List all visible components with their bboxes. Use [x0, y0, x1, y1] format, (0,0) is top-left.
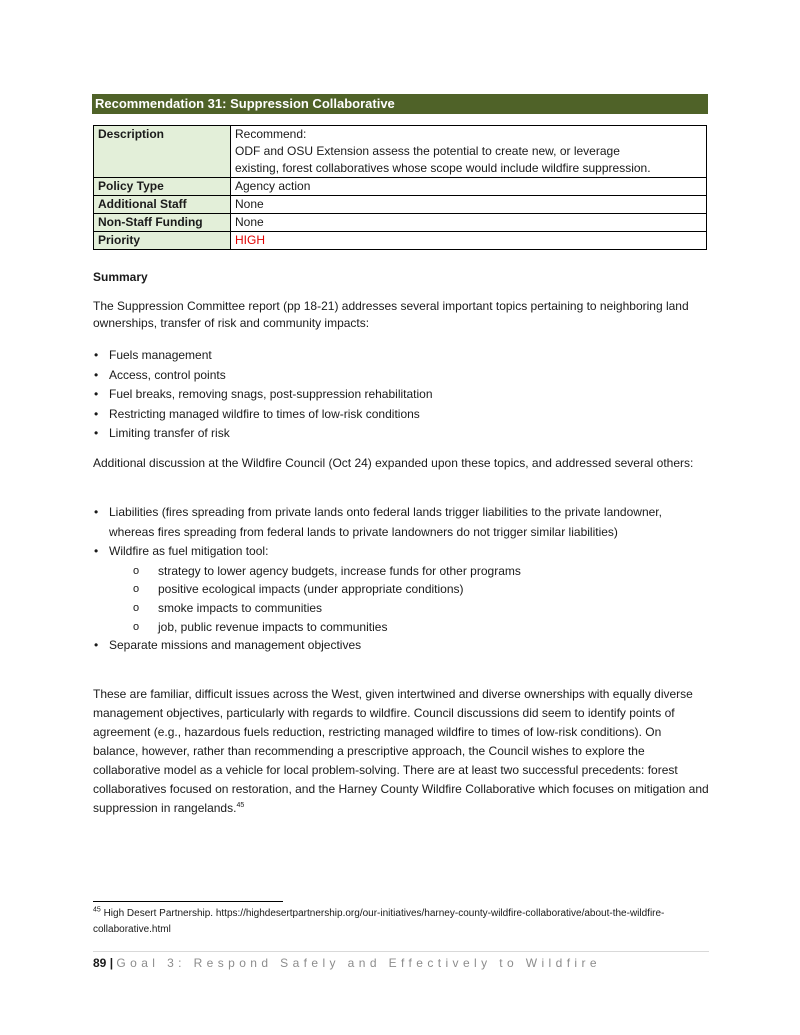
list-item: • Limiting transfer of risk	[93, 424, 433, 444]
list-item: • Access, control points	[93, 366, 433, 386]
row-label: Policy Type	[94, 178, 231, 196]
summary-paragraph-2: Additional discussion at the Wildfire Council (Oct 24) expanded upon these topics, and addressed several others:	[93, 456, 694, 470]
sub-list-item: o job, public revenue impacts to communities	[109, 618, 699, 637]
additional-staff-value: None	[231, 196, 707, 214]
footer-goal-title: Goal 3: Respond Safely and Effectively to Wildfire	[116, 956, 601, 970]
sub-list-item: o strategy to lower agency budgets, increase funds for other programs	[109, 562, 699, 581]
footnote	[93, 906, 709, 938]
list-item-text: Wildfire as fuel mitigation tool:	[109, 544, 269, 558]
non-staff-funding-value: None	[231, 214, 707, 232]
summary-heading: Summary	[93, 270, 148, 284]
table-row-additional-staff	[94, 196, 707, 214]
list-item: • Restricting managed wildfire to times of low-risk conditions	[93, 405, 433, 425]
list-item-text: Liabilities (fires spreading from private lands onto federal lands trigger liabilities to the private landowner, whereas fires spreading from federal lands to private landowners do not trigger similar liabilities)	[109, 505, 662, 539]
list-item-text: Separate missions and management objectives	[109, 638, 362, 653]
footnote-text: High Desert Partnership. https://highdesertpartnership.org/our-initiatives/harney-county-wildfire-collaborative/about-the-wildfire-collaborative.html	[93, 908, 665, 935]
summary-paragraph-3	[93, 685, 709, 818]
paragraph-text: These are familiar, difficult issues across the West, given intertwined and diverse ownerships with equally diverse management objectives, particularly with regards to wildfire. Council discussions did seem to identify points of agreement (e.g., hazardous fuels reduction, restricting managed wildfire to times of low-risk conditions). On balance, however, rather than recommending a prescriptive approach, the Council wishes to explore the collaborative model as a vehicle for local problem-solving. There are at least two successful precedents: forest collaboratives focused on restoration, and the Harney County Wildfire Collaborative which focuses on mitigation and suppression in rangelands.	[93, 687, 709, 815]
policy-type-value: Agency action	[231, 178, 707, 196]
sub-list	[109, 562, 699, 637]
priority-value: HIGH	[231, 232, 707, 250]
page-footer	[93, 955, 601, 971]
row-label: Priority	[94, 232, 231, 250]
row-label: Additional Staff	[94, 196, 231, 214]
sub-list-item: o positive ecological impacts (under appropriate conditions)	[109, 580, 699, 599]
additional-topics-list	[93, 503, 699, 656]
sub-list-item: o smoke impacts to communities	[109, 599, 699, 618]
footer-separator: |	[106, 956, 117, 970]
page-number: 89	[93, 956, 107, 970]
footnote-reference[interactable]: 45	[236, 802, 245, 809]
list-item: • Fuel breaks, removing snags, post-suppression rehabilitation	[93, 385, 433, 405]
footnote-number: 45	[93, 906, 101, 914]
table-row-description	[94, 126, 707, 178]
footnote-divider	[93, 901, 283, 902]
list-item	[93, 636, 699, 656]
description-value	[231, 126, 707, 178]
table-row-non-staff-funding	[94, 214, 707, 232]
list-item: • Fuels management	[93, 346, 433, 366]
description-line: Recommend:	[235, 127, 307, 141]
footer-divider	[93, 951, 709, 952]
recommendation-header: Recommendation 31: Suppression Collaborative	[92, 94, 708, 114]
recommendation-table	[93, 125, 707, 250]
summary-paragraph-1: The Suppression Committee report (pp 18-21) addresses several important topics pertaining to neighboring land ownerships, transfer of risk and community impacts:	[93, 299, 689, 330]
table-row-priority	[94, 232, 707, 250]
list-item	[93, 503, 699, 542]
topics-list	[93, 346, 433, 444]
description-line: ODF and OSU Extension assess the potential to create new, or leverage	[235, 144, 620, 158]
list-item	[93, 542, 699, 636]
table-row-policy-type	[94, 178, 707, 196]
row-label: Non-Staff Funding	[94, 214, 231, 232]
row-label: Description	[94, 126, 231, 178]
description-line: existing, forest collaboratives whose scope would include wildfire suppression.	[235, 161, 651, 175]
